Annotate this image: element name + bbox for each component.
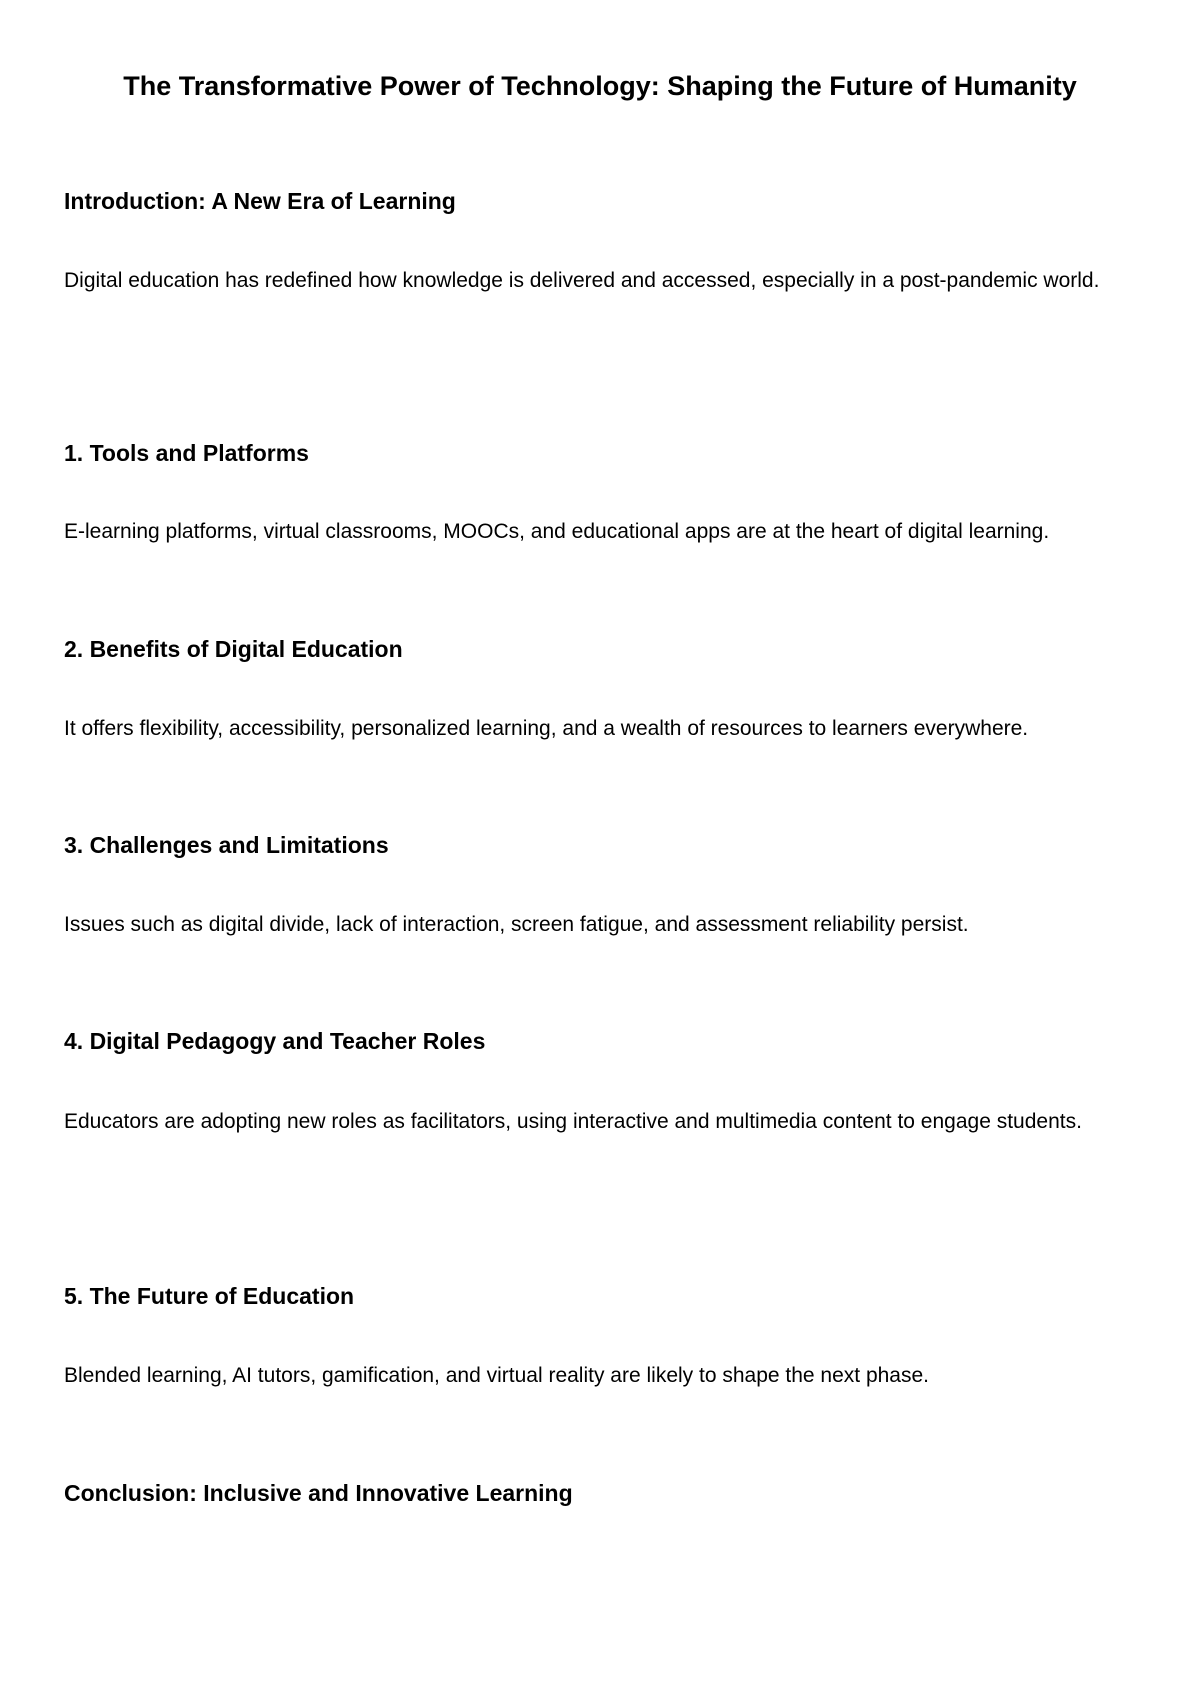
section-body-benefits: It offers flexibility, accessibility, personalized learning, and a wealth of resources to learners everywhere. — [64, 717, 1029, 740]
section-body-challenges: Issues such as digital divide, lack of interaction, screen fatigue, and assessment reliability persist. — [64, 913, 969, 936]
section-heading-digital-pedagogy: 4. Digital Pedagogy and Teacher Roles — [64, 1028, 486, 1054]
document-title: The Transformative Power of Technology: Shaping the Future of Humanity — [123, 71, 1077, 101]
section-body-tools-and-platforms: E-learning platforms, virtual classrooms, MOOCs, and educational apps are at the heart of digital learning. — [64, 520, 1050, 543]
section-heading-introduction: Introduction: A New Era of Learning — [64, 188, 456, 214]
section-body-future-of-education: Blended learning, AI tutors, gamification, and virtual reality are likely to shape the next phase. — [64, 1364, 929, 1387]
section-heading-conclusion: Conclusion: Inclusive and Innovative Learning — [64, 1480, 573, 1506]
section-body-introduction: Digital education has redefined how knowledge is delivered and accessed, especially in a post-pandemic world. — [64, 269, 1100, 292]
section-heading-future-of-education: 5. The Future of Education — [64, 1283, 355, 1309]
section-body-digital-pedagogy: Educators are adopting new roles as facilitators, using interactive and multimedia content to engage students. — [64, 1110, 1082, 1133]
section-heading-tools-and-platforms: 1. Tools and Platforms — [64, 440, 309, 466]
section-heading-challenges: 3. Challenges and Limitations — [64, 832, 389, 858]
section-heading-benefits: 2. Benefits of Digital Education — [64, 636, 403, 662]
